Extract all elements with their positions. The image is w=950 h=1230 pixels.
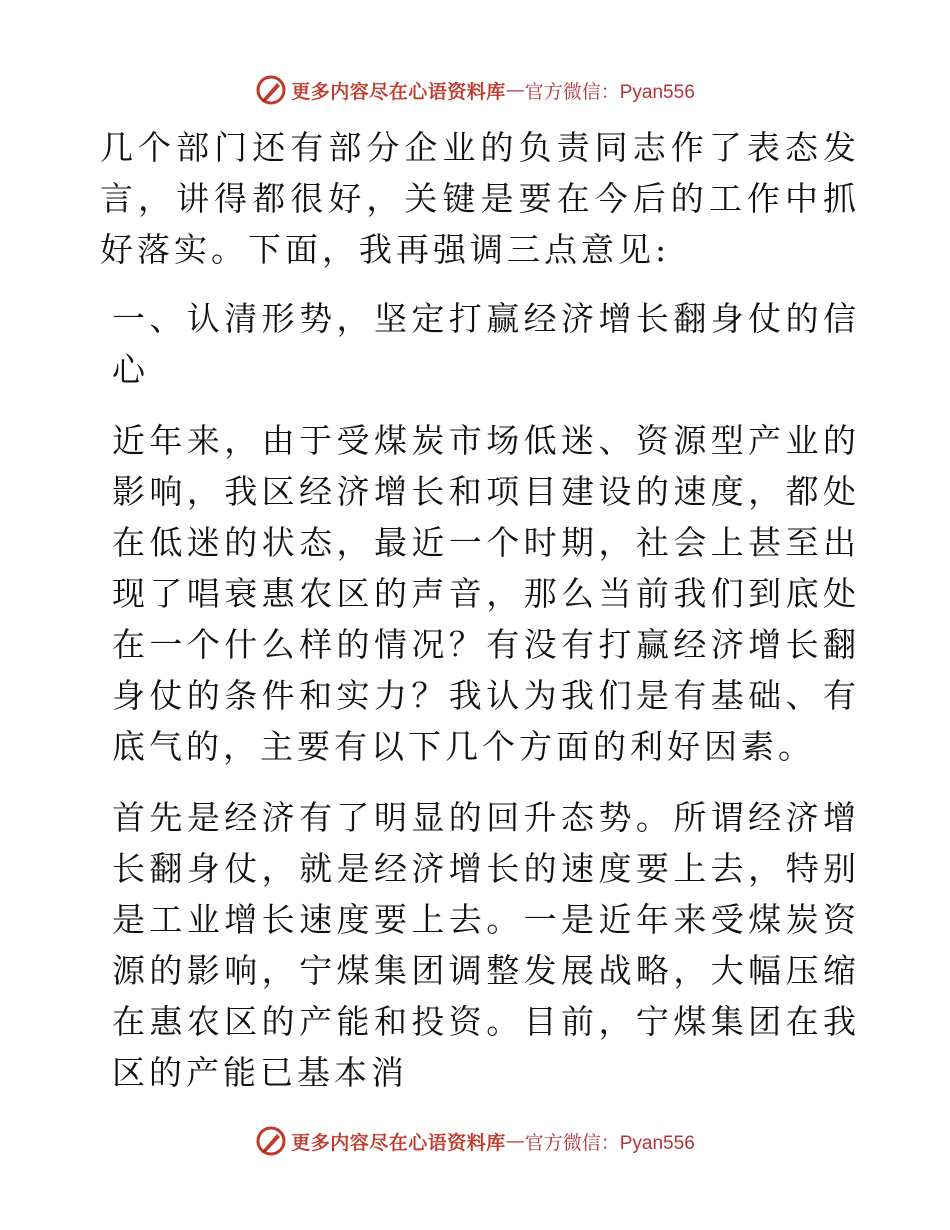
banner-wechat-text: 官方微信：Pyan556 (524, 81, 695, 103)
body-paragraph-2: 首先是经济有了明显的回升态势。所谓经济增长翻身仗，就是经济增长的速度要上去，特别是工业增长速度要上去。一是近年来受煤炭资源的影响，宁煤集团调整发展战略，大幅压缩在惠农区的产能和投资。目前，宁煤集团在我区的产能已基本消 (112, 798, 860, 1092)
intro-paragraph: 几个部门还有部分企业的负责同志作了表态发言，讲得都很好，关键是要在今后的工作中抓好落实。下面，我再强调三点意见: (100, 128, 860, 269)
banner-separator: — (505, 1130, 525, 1152)
header-banner (0, 70, 950, 110)
banner-separator: — (505, 79, 525, 101)
document-body (100, 122, 860, 1098)
pen-logo-icon (255, 1125, 287, 1157)
banner-brand-text: 更多内容尽在心语资料库 (291, 80, 506, 103)
banner-brand-text: 更多内容尽在心语资料库 (291, 1131, 506, 1154)
pen-logo-icon (255, 74, 287, 106)
footer-banner (0, 1121, 950, 1161)
banner-wechat-text: 官方微信：Pyan556 (524, 1132, 695, 1154)
body-paragraph-1: 近年来，由于受煤炭市场低迷、资源型产业的影响，我区经济增长和项目建设的速度，都处在低迷的状态，最近一个时期，社会上甚至出现了唱衰惠农区的声音，那么当前我们到底处在一个什么样的情况？有没有打赢经济增长翻身仗的条件和实力？我认为我们是有基础、有底气的，主要有以下几个方面的利好因素。 (112, 421, 860, 766)
section-heading: 一、认清形势，坚定打赢经济增长翻身仗的信心 (112, 299, 860, 389)
